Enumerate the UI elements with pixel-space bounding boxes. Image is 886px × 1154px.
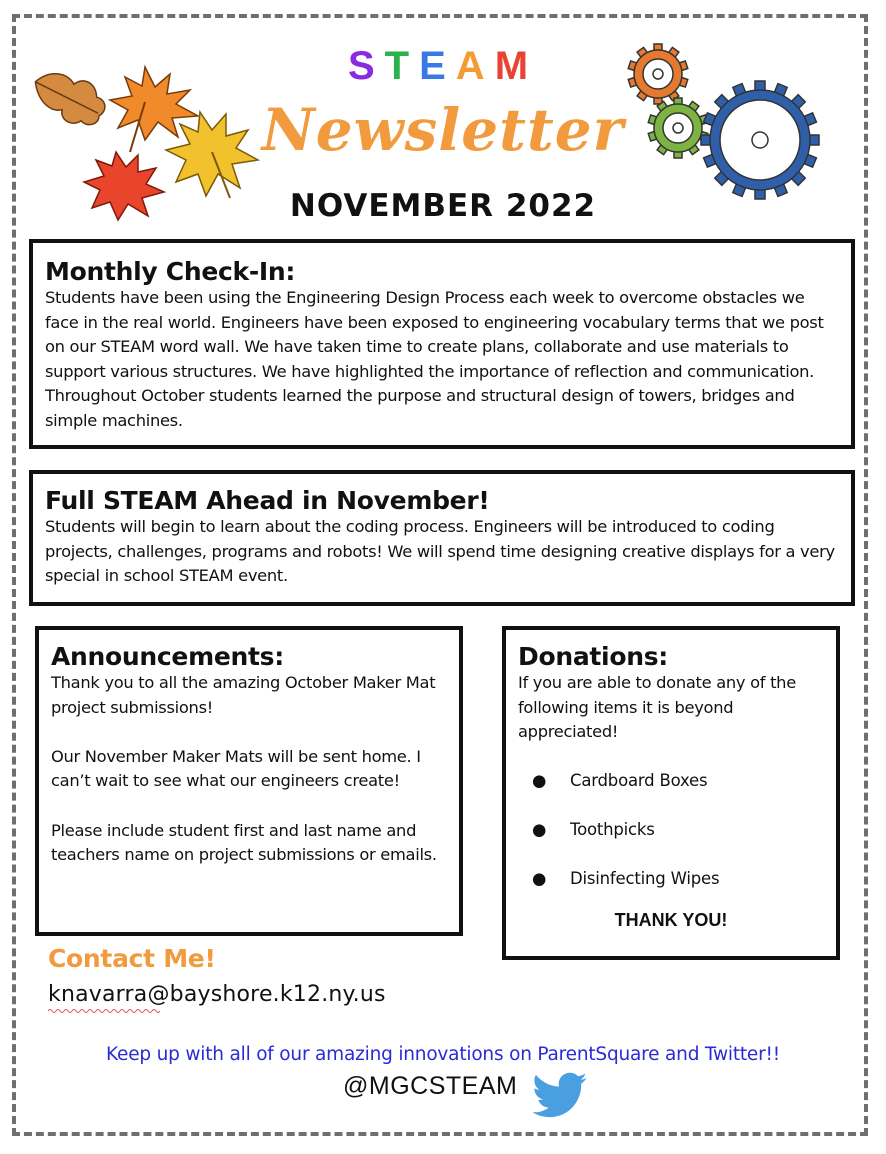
announcements-heading: Announcements: — [51, 642, 284, 671]
donations-list — [518, 769, 824, 891]
donations-box — [502, 626, 840, 960]
announcement-paragraph: Please include student first and last name and teachers name on project submissions or emails. — [51, 820, 437, 865]
newsletter-month: NOVEMBER 2022 — [289, 188, 597, 224]
bullet-icon: ● — [532, 868, 547, 888]
november-box — [29, 470, 855, 606]
announcement-paragraph: Thank you to all the amazing October Maker Mat project submissions! — [51, 673, 436, 717]
spellcheck-underline — [48, 1008, 160, 1014]
gear-blue — [701, 81, 819, 199]
gear-green — [648, 98, 708, 158]
twitter-bird-icon[interactable] — [533, 1072, 589, 1118]
steam-letter-m: M — [494, 44, 539, 88]
announcement-paragraph: Our November Maker Mats will be sent home. I can’t wait to see what our engineers create! — [51, 746, 421, 791]
donation-item-label: Toothpicks — [570, 819, 655, 839]
twitter-handle[interactable]: @MGCSTEAM — [343, 1072, 518, 1100]
footer-keep-up-text: Keep up with all of our amazing innovations on ParentSquare and Twitter!! — [106, 1044, 780, 1065]
steam-letter-s: S — [347, 44, 385, 88]
donations-intro: If you are able to donate any of the following items it is beyond appreciated! — [518, 673, 796, 742]
donation-item — [518, 818, 824, 842]
donations-thank-you: THANK YOU! — [614, 909, 728, 930]
gears-icon — [626, 40, 826, 200]
gear-orange — [628, 44, 688, 104]
contact-email-link[interactable]: knavarra@bayshore.k12.ny.us — [48, 982, 386, 1007]
donation-item — [518, 769, 824, 793]
steam-letter-e: E — [419, 44, 456, 88]
donation-item-label: Disinfecting Wipes — [570, 868, 720, 888]
donation-item-label: Cardboard Boxes — [570, 770, 708, 790]
monthly-checkin-body: Students have been using the Engineering Design Process each week to overcome obstacles we face in the real world. Engineers have been exposed to engineering vocabulary terms that we post on our STEAM word wall. We have taken time to create plans, collaborate and use materials to support various structures. We have highlighted the importance of reflection and communication. Throughout October students learned the purpose and structural design of towers, bridges and simple machines. — [45, 288, 824, 430]
steam-letter-t: T — [384, 44, 420, 88]
november-body: Students will begin to learn about the coding process. Engineers will be introduced to coding projects, challenges, programs and robots! We will spend time designing creative displays for a very special in school STEAM event. — [45, 517, 835, 586]
announcements-box — [35, 626, 463, 936]
donations-heading: Donations: — [518, 642, 668, 671]
donation-item — [518, 867, 824, 891]
bullet-icon: ● — [532, 770, 547, 790]
monthly-checkin-heading: Monthly Check-In: — [45, 257, 296, 286]
newsletter-title: Newsletter — [261, 96, 625, 164]
november-heading: Full STEAM Ahead in November! — [45, 486, 490, 515]
steam-letter-a: A — [455, 44, 495, 88]
monthly-checkin-box — [29, 239, 855, 449]
contact-heading: Contact Me! — [48, 944, 216, 973]
bullet-icon: ● — [532, 819, 547, 839]
